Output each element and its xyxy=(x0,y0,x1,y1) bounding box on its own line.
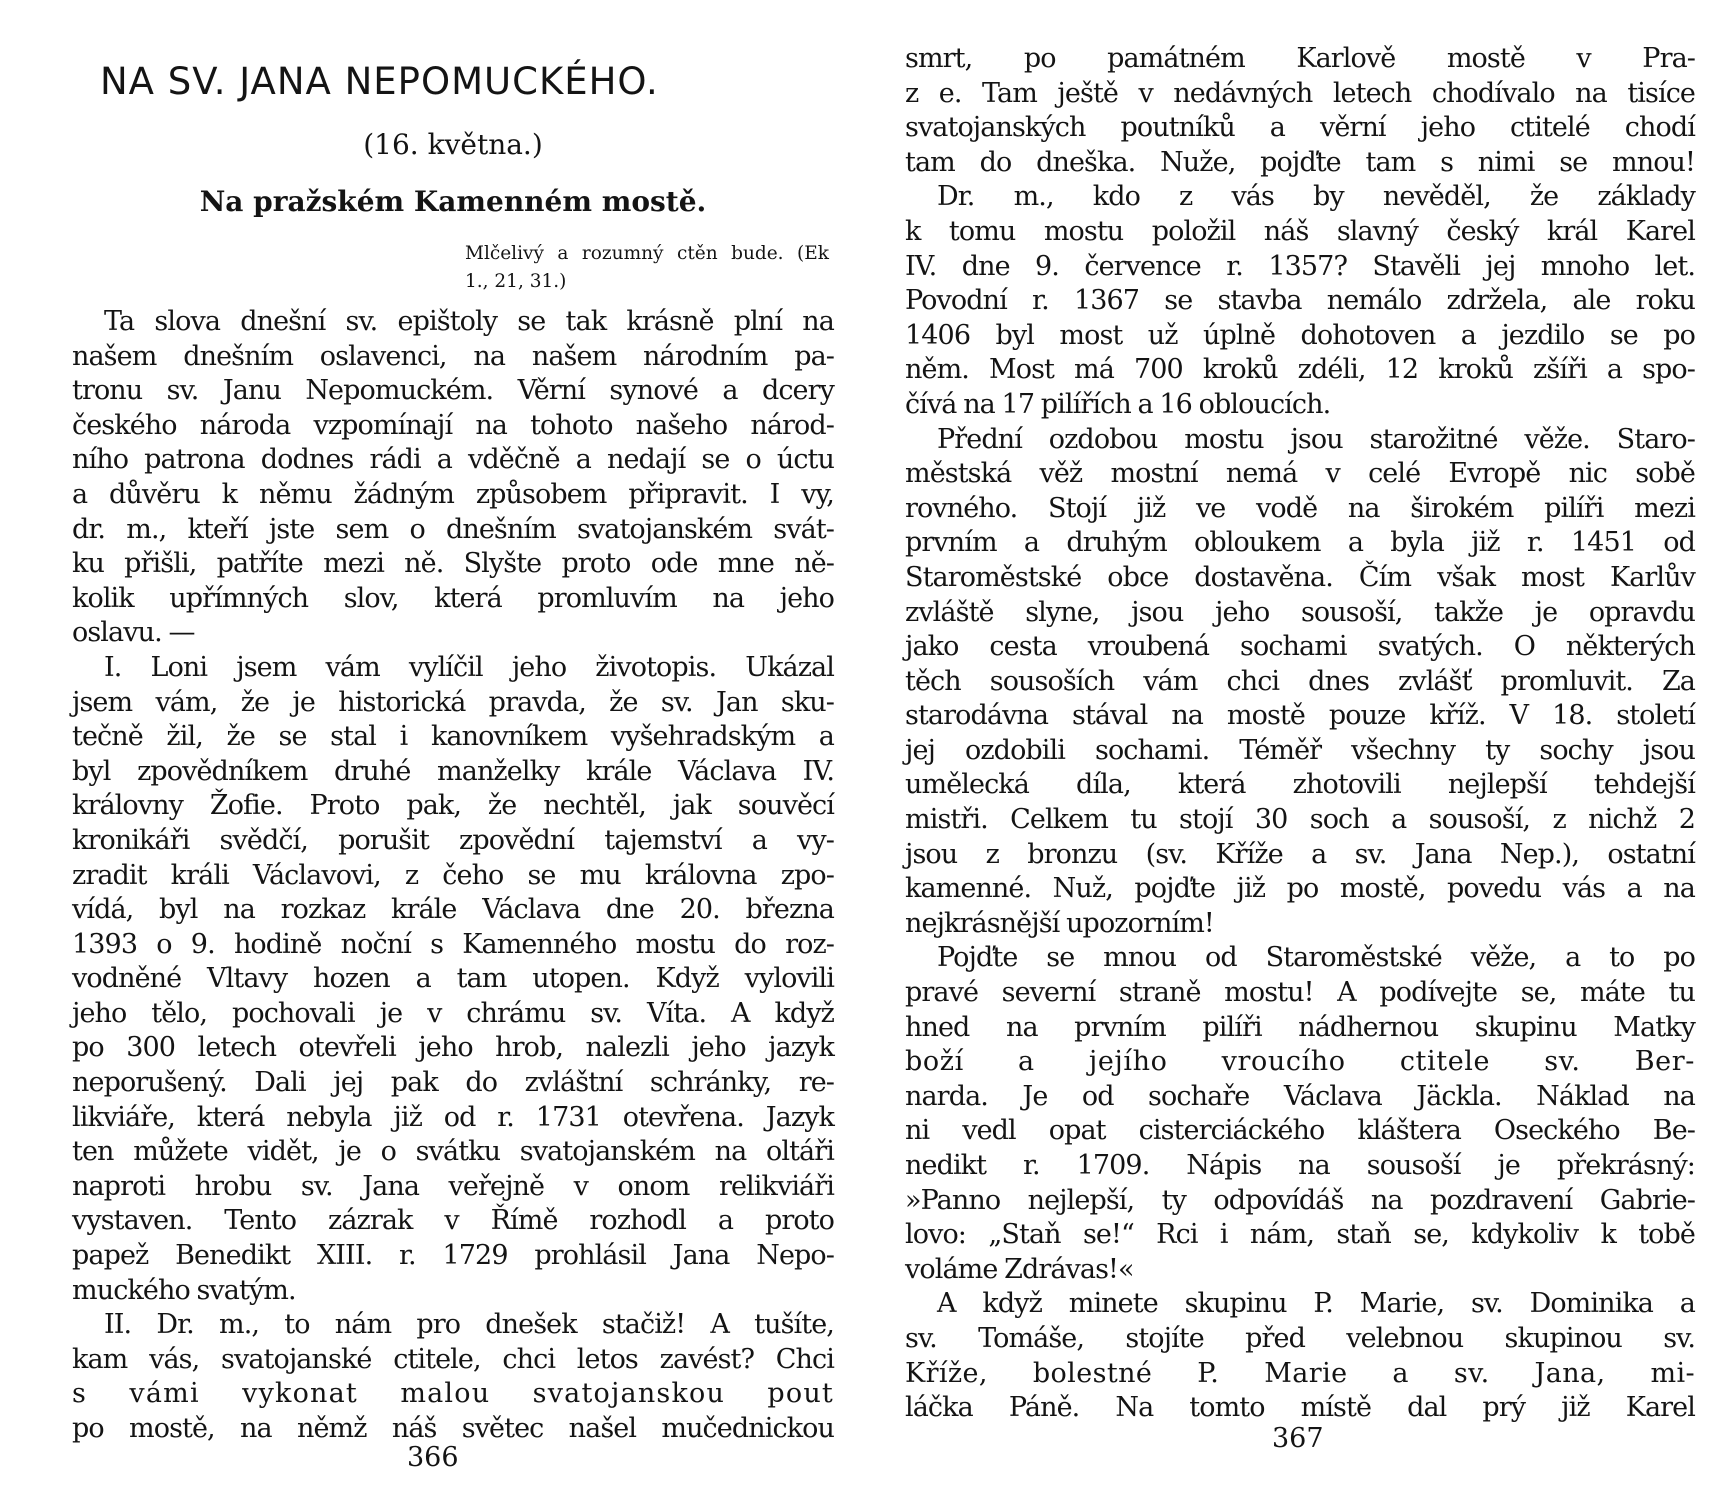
text-line: likviáře, která nebyla již od r. 1731 otevřena. Jazyk xyxy=(72,1101,834,1133)
text-line: narda. Je od sochaře Václava Jäckla. Náklad na xyxy=(905,1080,1695,1112)
text-line: starodávna stával na mostě pouze kříž. V 18. století xyxy=(905,700,1695,732)
text-line: k tomu mostu položil náš slavný český král Karel xyxy=(905,215,1695,247)
text-line: Staroměstské obce dostavěna. Čím však most Karlův xyxy=(905,561,1695,593)
text-line: 1406 byl most už úplně dohotoven a jezdilo se po xyxy=(905,319,1695,351)
text-line: II. Dr. m., to nám pro dnešek stačiž! A tušíte, xyxy=(104,1309,834,1341)
text-line: lovo: „Staň se!“ Rci i nám, staň se, kdykoliv k tobě xyxy=(905,1219,1695,1251)
text-line: voláme Zdrávas!« xyxy=(905,1253,1134,1285)
text-line: A když minete skupinu P. Marie, sv. Dominika a xyxy=(937,1288,1695,1320)
text-line: kamenné. Nuž, pojďte již po mostě, povedu vás a na xyxy=(905,873,1695,905)
left-page xyxy=(72,0,834,1500)
text-line: naproti hrobu sv. Jana veřejně v onom relikviáři xyxy=(72,1170,834,1202)
text-line: Dr. m., kdo z vás by nevěděl, že základy xyxy=(937,181,1695,213)
text-line: vystaven. Tento zázrak v Římě rozhodl a proto xyxy=(72,1205,834,1237)
motto-line: Mlčelivý a rozumný ctěn bude. (Ek xyxy=(465,243,829,264)
text-line: vídá, byl na rozkaz krále Václava dne 20. března xyxy=(72,894,834,926)
text-line: z e. Tam ještě v nedávných letech chodívalo na tisíce xyxy=(905,77,1695,109)
text-line: jsem vám, že je historická pravda, že sv. Jan sku- xyxy=(72,686,834,718)
text-line: »Panno nejlepší, ty odpovídáš na pozdravení Gabrie- xyxy=(905,1184,1695,1216)
text-line: Přední ozdobou mostu jsou starožitné věže. Staro- xyxy=(937,423,1695,455)
text-line: nejkrásnější upozorním! xyxy=(905,907,1214,939)
text-line: nedikt r. 1709. Nápis na sousoší je překrásný: xyxy=(905,1150,1695,1181)
text-line: prvním a druhým obloukem a byla již r. 1451 od xyxy=(905,527,1695,559)
text-line: ten můžete vidět, je o svátku svatojanském na oltáři xyxy=(72,1136,834,1168)
text-line: boží a jejího vroucího ctitele sv. Ber- xyxy=(905,1046,1695,1078)
text-line: královny Žofie. Proto pak, že nechtěl, jak souvěcí xyxy=(72,790,834,822)
left-body-text xyxy=(72,305,834,1447)
text-line: kolik upřímných slov, která promluvím na jeho xyxy=(72,582,834,614)
right-page xyxy=(905,0,1695,1500)
text-line: jako cesta vroubená sochami svatých. O některých xyxy=(905,631,1695,663)
text-line: pravé severní straně mostu! A podívejte se, máte tu xyxy=(905,977,1695,1009)
text-line: Povodní r. 1367 se stavba nemálo zdržela, ale roku xyxy=(905,285,1695,317)
text-line: kam vás, svatojanské ctitele, chci letos zavést? Chci xyxy=(72,1343,834,1375)
text-line: po 300 letech otevřeli jeho hrob, nalezli jeho jazyk xyxy=(72,1032,834,1064)
scripture-motto xyxy=(465,240,829,296)
text-line: ni vedl opat cisterciáckého kláštera Oseckého Be- xyxy=(905,1115,1695,1147)
text-line: městská věž mostní nemá v celé Evropě nic sobě xyxy=(905,458,1695,490)
text-line: s vámi vykonat malou svatojanskou pout xyxy=(72,1378,834,1410)
text-line: tronu sv. Janu Nepomuckém. Věrní synové a dcery xyxy=(72,375,834,407)
text-line: Ta slova dnešní sv. epištoly se tak krásně plní na xyxy=(104,306,834,337)
text-line: našem dnešním oslavenci, na našem národním pa- xyxy=(72,340,834,372)
text-line: svatojanských poutníků a věrní jeho ctitelé chodí xyxy=(905,112,1695,144)
text-line: zvláště slyne, jsou jeho sousoší, takže je opravdu xyxy=(905,596,1695,628)
text-line: Kříže, bolestné P. Marie a sv. Jana, mi- xyxy=(905,1357,1695,1389)
text-line: smrt, po památném Karlově mostě v Pra- xyxy=(905,43,1695,74)
feast-date: (16. května.) xyxy=(363,128,543,161)
text-line: něm. Most má 700 kroků zdéli, 12 kroků zšíři a spo- xyxy=(905,354,1695,386)
text-line: tečně žil, že se stal i kanovníkem vyšehradským a xyxy=(72,721,834,753)
text-line: českého národa vzpomínají na tohoto našeho národ- xyxy=(72,409,834,441)
text-line: ního patrona dodnes rádi a vděčně a nedají se o úctu xyxy=(72,444,834,476)
text-line: jeho tělo, pochovali je v chrámu sv. Víta. A když xyxy=(72,997,834,1029)
text-line: jej ozdobili sochami. Téměř všechny ty sochy jsou xyxy=(905,734,1695,766)
text-line: I. Loni jsem vám vylíčil jeho životopis. Ukázal xyxy=(104,651,834,683)
page-number: 367 xyxy=(1272,1423,1324,1454)
text-line: papež Benedikt XIII. r. 1729 prohlásil Jana Nepo- xyxy=(72,1240,834,1272)
right-body-text xyxy=(905,42,1695,1426)
text-line: 1393 o 9. hodině noční s Kamenného mostu do roz- xyxy=(72,928,834,960)
text-line: tam do dneška. Nuže, pojďte tam s nimi se mnou! xyxy=(905,146,1695,178)
text-line: těch sousoších vám chci dnes zvlášť promluvit. Za xyxy=(905,665,1695,697)
text-line: sv. Tomáše, stojíte před velebnou skupinou sv. xyxy=(905,1322,1695,1354)
text-line: umělecká díla, která zhotovili nejlepší tehdejší xyxy=(905,769,1695,801)
sermon-subtitle: Na pražském Kamenném mostě. xyxy=(199,185,707,218)
text-line: mistři. Celkem tu stojí 30 soch a sousoší, z nichž 2 xyxy=(905,804,1695,836)
text-line: oslavu. — xyxy=(72,617,195,649)
text-line: byl zpovědníkem druhé manželky krále Václava IV. xyxy=(72,755,834,787)
text-line: hned na prvním pilíři nádhernou skupinu Matky xyxy=(905,1011,1695,1043)
text-line: Pojďte se mnou od Staroměstské věže, a to po xyxy=(937,942,1695,974)
text-line: kronikáři svědčí, porušit zpovědní tajemství a vy- xyxy=(72,824,834,856)
text-line: láčka Páně. Na tomto místě dal prý již Karel xyxy=(905,1392,1695,1424)
text-line: čívá na 17 pilířích a 16 obloucích. xyxy=(905,388,1331,420)
text-line: dr. m., kteří jste sem o dnešním svatojanském svát- xyxy=(72,513,834,545)
sermon-title: NA SV. JANA NEPOMUCKÉHO. xyxy=(100,60,659,103)
text-line: zradit králi Václavovi, z čeho se mu královna zpo- xyxy=(72,859,834,891)
text-line: IV. dne 9. července r. 1357? Stavěli jej mnoho let. xyxy=(905,250,1695,282)
page-number: 366 xyxy=(407,1442,459,1473)
motto-line: 1., 21, 31.) xyxy=(465,271,567,292)
text-line: ku přišli, patříte mezi ně. Slyšte proto ode mne ně- xyxy=(72,548,834,580)
text-line: neporušený. Dali jej pak do zvláštní schránky, re- xyxy=(72,1067,834,1099)
text-line: vodněné Vltavy hozen a tam utopen. Když vylovili xyxy=(72,963,834,995)
text-line: rovného. Stojí již ve vodě na širokém pilíři mezi xyxy=(905,492,1695,524)
text-line: po mostě, na němž náš světec našel mučednickou xyxy=(72,1413,834,1444)
text-line: jsou z bronzu (sv. Kříže a sv. Jana Nep.), ostatní xyxy=(905,838,1695,870)
text-line: a důvěru k němu žádným způsobem připravit. I vy, xyxy=(72,478,834,510)
text-line: muckého svatým. xyxy=(72,1274,296,1306)
